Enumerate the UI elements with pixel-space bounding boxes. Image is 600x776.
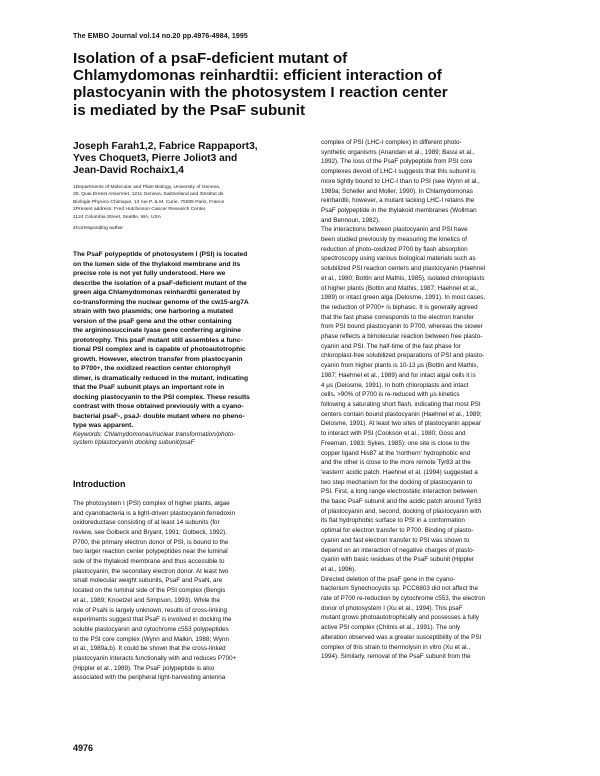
keywords-line: system I/plastocyanin docking subunit/psaF [73, 439, 195, 447]
text-line: following a saturating short flash, indicating that most PSI [321, 400, 481, 408]
text-line: the reduction of P700+ is biphasic. It is generally agreed [321, 303, 478, 311]
text-line: cyanin and fast electron transfer to PSI was shown to [321, 536, 470, 544]
introduction-heading: Introduction [73, 478, 126, 489]
text-line: of plastocyanin and, second, docking of plastocyanin with [321, 507, 481, 515]
abstract-line: version of the psaF gene and the other containing [73, 317, 232, 325]
abstract-line: The PsaF polypeptide of photosystem I (PSI) is located [73, 251, 248, 259]
text-line: two larger reaction center polypeptides near the luminal [73, 548, 228, 556]
title-line: plastocyanin with the photosystem I reaction center [73, 84, 448, 102]
text-line: and the other is close to the more remote Tyr83 at the [321, 459, 471, 467]
text-line: optimal for electron transfer to P700. Binding of plasto- [321, 527, 474, 535]
keywords-line: Keywords: Chlamydomonas/nuclear transformation/photo- [73, 430, 236, 438]
text-line: experiments suggest that PsaF is involved in docking the [73, 616, 232, 624]
text-line: been studied previously by measuring the kinetics of [321, 236, 467, 244]
title-line: is mediated by the PsaF subunit [73, 101, 306, 119]
text-line: depend on an interaction of negative charges of plasto- [321, 546, 475, 554]
text-line: active PSI complex (Chitnis et al., 1991). The only [321, 624, 461, 632]
text-line: et al., 1989; Knoetzel and Simpson, 1993). While the [73, 596, 221, 604]
text-line: associated with the peripheral light-harvesting antenna [73, 674, 226, 682]
text-line: to the PSI core complex (Wynn and Malkin, 1988; Wynn [73, 635, 229, 643]
abstract-line: on the lumen side of the thylakoid membrane and its [73, 260, 241, 268]
text-line: complexes devoid of LHC-I suggests that this subunit is [321, 168, 476, 176]
text-line: side of the thylakoid membrane and thus accessible to [73, 558, 225, 566]
text-line: spectroscopy using various biological materials such as [321, 255, 476, 263]
text-line: cyanin with basic residues of the PsaF subunit (Hippler [321, 556, 474, 564]
abstract-line: the argininosuccinate lyase gene conferring arginine [73, 327, 241, 335]
author-line: Jean-David Rochaix1,4 [73, 165, 184, 177]
text-line: role of PsaN is largely unknown, results of cross-linking [73, 606, 227, 614]
affiliation-line: Biologie Physico-Chimique, 13 rue P. & M. Curie, 75005 Paris, France [73, 199, 225, 205]
abstract-line: to P700+, the oxidized reaction center chlorophyll [73, 365, 231, 373]
text-line: cyanin and PSI. The half-time of the fast phase for [321, 342, 461, 350]
title-line: Chlamydomonas reinhardtii: efficient interaction of [73, 67, 442, 85]
author-line: Joseph Farah1,2, Fabrice Rappaport3, [73, 141, 258, 152]
affiliation-line: 1124 Columbia Street, Seattle, WA, USA [73, 214, 162, 220]
text-line: rate of P700 re-reduction by cytochrome c553, the electron [321, 595, 486, 603]
text-line: to interact with PSI (Cookson et al., 1980; Goss and [321, 430, 466, 438]
text-line: solubilized PSI reaction centers and plastocyanin (Haehnel [321, 265, 486, 273]
text-line: (Hippler et al., 1989). The PsaF polypeptide is also [73, 664, 215, 672]
affiliation-line: 2Present address: Fred Hutchinson Cancer Research Center, [73, 207, 207, 213]
abstract-line: prototrophy. This psaF mutant still assembles a func- [73, 336, 243, 344]
body-paragraph-3 [321, 575, 560, 662]
article-title [73, 50, 553, 119]
body-paragraph-2 [321, 225, 560, 574]
text-line: of higher plants (Bottin and Mathis, 1987; Haehnel et al., [321, 284, 479, 292]
abstract-line: that the PsaF subunit plays an important role in [73, 384, 225, 392]
abstract [73, 250, 321, 431]
affiliation-line: 30, Quai Ernest Ansermet, 1211 Geneva, Switzerland and 3Institut de [73, 192, 224, 198]
text-line: alteration observed was a greater susceptibility of the PSI [321, 633, 482, 641]
keywords [73, 431, 321, 448]
affiliations [73, 184, 321, 222]
affiliation-line: 1Departments of Molecular and Plant Biology, University of Geneva, [73, 184, 221, 190]
text-line: small molecular weight subunits, PsaF and PsaN, are [73, 577, 223, 585]
corresponding-author-note: 4Corresponding author [73, 226, 124, 232]
abstract-line: describe the isolation of a psaF-deficient mutant of the [73, 279, 247, 287]
text-line: mutant grows photoautotrophically and possesses a fully [321, 614, 479, 622]
text-line: plastocyanin interacts functionally with and reduces P700+ [73, 655, 237, 663]
text-line: donor of photosystem I (Xu et al., 1994). This psaF [321, 604, 463, 612]
text-line: two step mechanism for the docking of plastocyanin to [321, 478, 473, 486]
title-line: Isolation of a psaF-deficient mutant of [73, 50, 348, 67]
text-line: et al., 1989a,b). It could be shown that the cross-linked [73, 645, 226, 653]
text-line: and Bennoun, 1982). [321, 216, 380, 224]
text-line: and cyanobacteria is a light-driven plastocyanin:ferredoxin [73, 509, 236, 517]
text-line: centers contain bound plastocyanin (Haehnel et al., 1989; [321, 410, 482, 418]
introduction-paragraph [73, 499, 321, 683]
abstract-line: type was apparent. [73, 422, 134, 430]
text-line: soluble plastocyanin and cytochrome c553 polypeptides [73, 625, 229, 633]
text-line: oxidoreductase consisting of at least 14 subunits (for [73, 519, 220, 527]
text-line: et al., 1996). [321, 565, 357, 573]
text-line: P700, the primary electron donor of PSI, is bound to the [73, 538, 229, 546]
text-line: reinhardtii, however, a mutant lacking LHC-I retains the [321, 197, 475, 205]
abstract-line: tional PSI complex and is capable of photoautotrophic [73, 346, 246, 354]
text-line: chloroplast-free solubilized preparations of PSI and plasto- [321, 352, 485, 360]
text-line: 1994). Similarly, removal of the PsaF subunit from the [321, 653, 471, 661]
body-paragraph-1 [321, 138, 560, 225]
text-line: The interactions between plastocyanin and PSI have [321, 226, 468, 234]
text-line: 1989) or intact green alga (Delosme, 1991). In most cases, [321, 294, 486, 302]
text-line: et al., 1980; Bottin and Mathis, 1985), isolated chloroplasts [321, 274, 485, 282]
abstract-line: strain with two plasmids; one harboring a mutated [73, 308, 234, 316]
text-line: located on the luminal side of the PSI complex (Bengis [73, 587, 226, 595]
text-line: Directed deletion of the psaF gene in the cyano- [321, 575, 456, 583]
text-line: 1987; Haehnel et al., 1989) and for intact algal cells it is [321, 371, 476, 379]
text-line: that the fast phase corresponds to the electron transfer [321, 313, 474, 321]
text-line: Freeman, 1983; Sykes, 1985): one site is close to the [321, 439, 470, 447]
text-line: synthetic organisms (Anandan et al., 1989; Bassi et al., [321, 148, 475, 156]
abstract-line: dimer, is dramatically reduced in the mutant, indicating [73, 374, 249, 382]
text-line: from PSI bound plastocyanin to P700, whereas the slower [321, 323, 483, 331]
text-line: 4 µs (Delosme, 1991). In both chloroplasts and intact [321, 381, 469, 389]
text-line: cyanin from higher plants is 10-13 µs (Bottin and Mathis, [321, 362, 479, 370]
text-line: Delosme, 1991). At least two sites of plastocyanin appear [321, 420, 481, 428]
text-line: complex of this strain to thermolysin in vitro (Xu et al., [321, 643, 471, 651]
text-line: plastocyanin, the secondary electron donor. At least two [73, 567, 229, 575]
abstract-line: contrast with those obtained previously with a cyano- [73, 403, 244, 411]
page-number: 4976 [73, 743, 94, 753]
author-list [73, 141, 321, 178]
text-line: more tightly bound to LHC-I than to PSI (see Wynn et al., [321, 177, 480, 185]
text-line: phase reflects a bimolecular reaction between free plasto- [321, 333, 483, 341]
left-column [73, 138, 321, 683]
abstract-line: docking plastocyanin to the PSI complex. These results [73, 393, 250, 401]
text-line: the basic PsaF subunit and the acidic patch around Tyr83 [321, 498, 482, 506]
abstract-line: co-transforming the nuclear genome of the cw15-arg7A [73, 298, 249, 306]
text-line: PSI. First, a long range electrostatic interaction between [321, 488, 478, 496]
text-line: bacterium Synechocystis sp. PCC6803 did not affect the [321, 585, 479, 593]
journal-header: The EMBO Journal vol.14 no.20 pp.4976-4984, 1995 [73, 33, 248, 40]
abstract-line: bacterial psaF-, psaJ- double mutant where no pheno- [73, 412, 245, 420]
abstract-line: precise role is not yet fully understood. Here we [73, 270, 226, 278]
text-line: review, see Golbeck and Bryant, 1991; Golbeck, 1992). [73, 528, 228, 536]
text-line: complex of PSI (LHC-I complex) in different photo- [321, 139, 462, 146]
abstract-line: growth. However, electron transfer from plastocyanin [73, 355, 243, 363]
text-line: 'eastern' acidic patch. Haehnel et al. (1994) suggested a [321, 468, 478, 476]
text-line: PsaF polypeptide in the thylakoid membranes (Wollman [321, 206, 477, 214]
text-line: 1992). The loss of the PsaF polypeptide from PSI core [321, 158, 473, 166]
author-line: Yves Choquet3, Pierre Joliot3 and [73, 153, 238, 165]
text-line: copper ligand His87 at the 'northern' hydrophobic end [321, 449, 471, 457]
text-line: reduction of photo-oxidized P700 by flash absorption [321, 245, 468, 253]
text-line: The photosystem I (PSI) complex of higher plants, algae [73, 499, 230, 507]
abstract-line: green alga Chlamydomonas reinhardtii generated by [73, 289, 241, 297]
text-line: 1989a; Scheller and Moller, 1990). In Chlamydomonas [321, 187, 473, 195]
right-column [321, 138, 560, 662]
text-line: its flat hydrophobic surface to PSI in a conformation [321, 517, 465, 525]
text-line: cells, >90% of P700 is re-reduced with µs kinetics [321, 391, 460, 399]
